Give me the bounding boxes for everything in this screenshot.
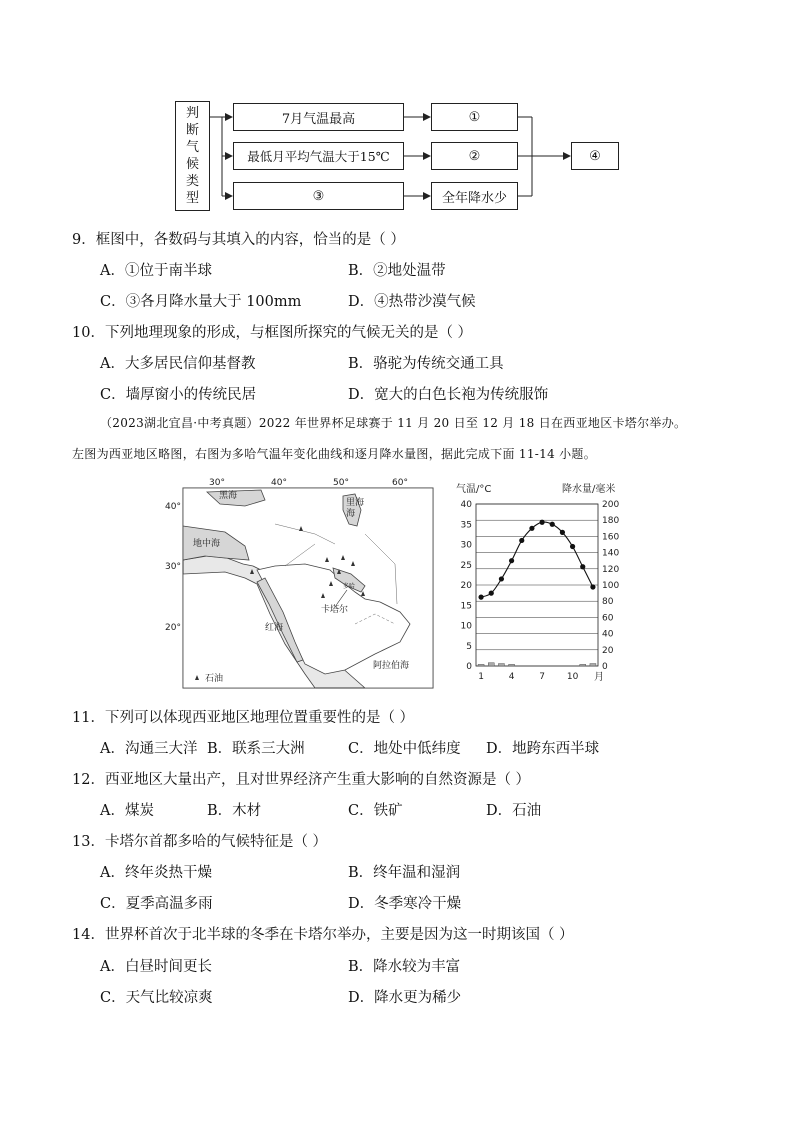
question-11-stem: 11．下列可以体现西亚地区地理位置重要性的是（ ）	[72, 710, 415, 726]
question-14-option-c[interactable]: C．天气比较凉爽	[100, 990, 213, 1006]
chart-right-axis-label: 降水量/毫米	[562, 484, 616, 495]
precip-bar	[488, 663, 494, 666]
question-13-option-d[interactable]: D．冬季寒冷干燥	[348, 896, 462, 912]
precip-tick-label: 180	[602, 516, 620, 527]
temperature-point	[499, 576, 504, 581]
question-9-option-b[interactable]: B．②地处温带	[348, 263, 446, 279]
month-tick-label: 1	[478, 672, 484, 682]
precip-bar	[590, 664, 596, 666]
label-red-sea: 红海	[265, 623, 284, 633]
side-char: 气	[185, 140, 199, 155]
lat-label: 40°	[165, 502, 181, 512]
label-black-sea: 黑海	[219, 491, 238, 501]
side-char: 候	[185, 157, 199, 172]
question-14-option-a[interactable]: A．白昼时间更长	[100, 959, 212, 975]
precip-tick-label: 160	[602, 532, 620, 543]
temperature-point	[550, 522, 555, 527]
question-13-option-c[interactable]: C．夏季高温多雨	[100, 896, 213, 912]
precip-tick-label: 200	[602, 500, 620, 510]
precip-bar	[498, 664, 504, 666]
label-qatar: 卡塔尔	[321, 605, 349, 615]
temp-tick-label: 35	[460, 520, 472, 531]
precip-tick-label: 60	[602, 613, 614, 624]
lon-label: 40°	[271, 478, 287, 488]
question-9-option-a[interactable]: A．①位于南半球	[100, 263, 212, 279]
temp-tick-label: 15	[460, 601, 472, 612]
question-10-stem: 10．下列地理现象的形成，与框图所探究的气候无关的是（ ）	[72, 325, 473, 341]
question-9-option-d[interactable]: D．④热带沙漠气候	[348, 294, 476, 310]
chart-x-label: 月	[594, 672, 604, 683]
month-tick-label: 7	[539, 672, 545, 682]
temp-tick-label: 40	[460, 500, 472, 510]
temperature-point	[478, 595, 483, 600]
temp-tick-label: 30	[460, 540, 472, 551]
label-caspian-2: 海	[346, 509, 356, 519]
temp-tick-label: 20	[460, 581, 472, 591]
question-13-stem: 13．卡塔尔首都多哈的气候特征是（ ）	[72, 834, 328, 850]
side-char: 判	[185, 106, 199, 121]
question-14-option-d[interactable]: D．降水更为稀少	[348, 990, 462, 1006]
temp-tick-label: 25	[460, 560, 472, 571]
flowchart-side-label	[175, 101, 210, 211]
question-14-option-b[interactable]: B．降水较为丰富	[348, 959, 461, 975]
material-intro-line2: 左图为西亚地区略图，右图为多哈气温年变化曲线和逐月降水量图，据此完成下面 11-14 小题。	[72, 447, 597, 461]
label-mediterranean: 地中海	[193, 539, 221, 549]
precip-tick-label: 120	[602, 564, 620, 575]
question-11-option-b[interactable]: B．联系三大洲	[207, 741, 305, 757]
question-14-stem: 14．世界杯首次于北半球的冬季在卡塔尔举办，主要是因为这一时期该国（ ）	[72, 927, 574, 943]
flowchart-box-4: ④	[571, 142, 619, 170]
question-9-option-c[interactable]: C．③各月降水量大于 100mm	[100, 294, 302, 310]
flowchart-box-2: ②	[431, 142, 518, 170]
lon-label: 60°	[392, 478, 408, 488]
question-12-option-c[interactable]: C．铁矿	[348, 803, 403, 819]
question-9-stem: 9．框图中，各数码与其填入的内容，恰当的是（ ）	[72, 232, 405, 248]
temperature-point	[580, 564, 585, 569]
question-12-stem: 12．西亚地区大量出产，且对世界经济产生重大影响的自然资源是（ ）	[72, 772, 531, 788]
lon-label: 30°	[209, 478, 225, 488]
precip-tick-label: 80	[602, 597, 614, 608]
precip-bar	[509, 664, 515, 666]
temperature-point	[539, 520, 544, 525]
flowchart-box-low-rain: 全年降水少	[431, 182, 518, 210]
material-intro-line1: （2023湖北宜昌·中考真题）2022 年世界杯足球赛于 11 月 20 日至 12 月 18 日在西亚地区卡塔尔举办。	[100, 416, 687, 430]
flowchart-box-3: ③	[233, 182, 404, 210]
label-caspian: 里海	[346, 498, 365, 508]
question-11-option-d[interactable]: D．地跨东西半球	[486, 741, 600, 757]
month-tick-label: 10	[566, 672, 579, 682]
question-12-option-a[interactable]: A．煤炭	[100, 803, 154, 819]
flowchart-box-1: ①	[431, 103, 518, 131]
flowchart-box-july-temp: 7月气温最高	[233, 103, 404, 131]
precip-tick-label: 140	[602, 548, 620, 559]
temperature-point	[529, 526, 534, 531]
temperature-point	[570, 544, 575, 549]
precip-tick-label: 20	[602, 645, 614, 656]
question-12-option-d[interactable]: D．石油	[486, 803, 542, 819]
side-char: 断	[185, 123, 199, 138]
precip-bar	[478, 664, 484, 666]
side-char: 类	[185, 174, 199, 189]
temperature-point	[519, 538, 524, 543]
side-char: 型	[185, 191, 199, 206]
question-13-option-b[interactable]: B．终年温和湿润	[348, 865, 461, 881]
temp-tick-label: 10	[460, 621, 472, 632]
lon-label: 50°	[333, 478, 349, 488]
precip-tick-label: 40	[602, 629, 614, 640]
lat-label: 20°	[165, 623, 181, 633]
label-arabian-sea: 阿拉伯海	[373, 661, 410, 671]
precip-tick-label: 0	[602, 662, 608, 672]
precip-tick-label: 100	[602, 581, 620, 591]
doha-climate-chart	[452, 480, 624, 690]
question-11-option-a[interactable]: A．沟通三大洋	[100, 741, 198, 757]
month-tick-label: 4	[508, 672, 515, 682]
west-asia-map	[165, 474, 437, 690]
precip-bar	[580, 664, 586, 666]
legend-oil-label: 石油	[205, 674, 224, 684]
chart-left-axis-label: 气温/°C	[456, 484, 492, 495]
question-12-option-b[interactable]: B．木材	[207, 803, 262, 819]
flowchart-box-min-temp: 最低月平均气温大于15℃	[233, 142, 404, 170]
question-13-option-a[interactable]: A．终年炎热干燥	[100, 865, 212, 881]
question-10-option-c[interactable]: C．墙厚窗小的传统民居	[100, 387, 257, 403]
temp-tick-label: 0	[466, 662, 472, 672]
question-10-option-a[interactable]: A．大多居民信仰基督教	[100, 356, 256, 372]
question-10-option-d[interactable]: D．宽大的白色长袍为传统服饰	[348, 387, 549, 403]
question-10-option-b[interactable]: B．骆驼为传统交通工具	[348, 356, 504, 372]
temperature-point	[560, 530, 565, 535]
temp-tick-label: 5	[466, 641, 472, 652]
label-doha: 多哈	[343, 583, 356, 590]
temperature-point	[489, 591, 494, 596]
lat-label: 30°	[165, 562, 181, 572]
temperature-point	[590, 584, 595, 589]
question-11-option-c[interactable]: C．地处中低纬度	[348, 741, 461, 757]
temperature-point	[509, 558, 514, 563]
